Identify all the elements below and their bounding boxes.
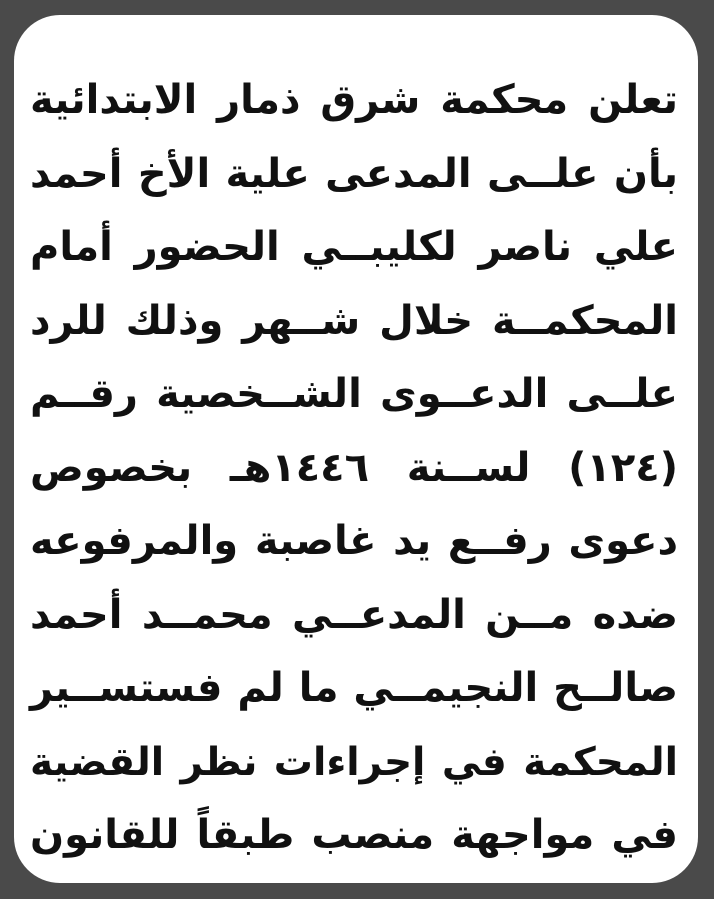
notice-line-11: في مواجهة منصب طبقاً للقانون (30, 812, 678, 858)
notice-line-2: بأن علــى المدعى علية الأخ أحمد (30, 150, 678, 197)
notice-line-7: دعوى رفــع يد غاصبة والمرفوعه (30, 518, 678, 564)
notice-line-3: علي ناصر لكليبــي الحضور أمام (30, 224, 678, 270)
notice-line-5: علــى الدعــوى الشــخصية رقــم (30, 371, 678, 417)
notice-line-9: صالــح النجيمــي ما لم فستســير (30, 665, 678, 711)
notice-line-8: ضده مــن المدعــي محمــد أحمد (30, 591, 678, 638)
notice-line-6: (١٢٤) لســنة ١٤٤٦هـ بخصوص (30, 444, 678, 491)
notice-line-4: المحكمــة خلال شــهر وذلك للرد (30, 297, 678, 344)
notice-line-1: تعلن محكمة شرق ذمار الابتدائية (30, 77, 678, 123)
court-notice-text (30, 64, 678, 873)
notice-line-10: المحكمة في إجراءات نظر القضية (30, 739, 678, 785)
